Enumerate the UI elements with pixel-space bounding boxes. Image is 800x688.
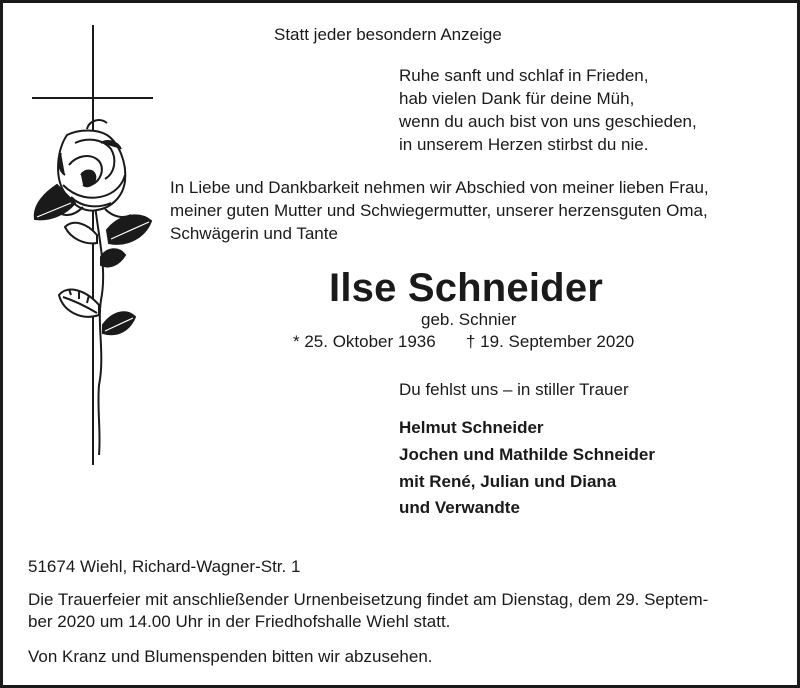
mourner: Helmut Schneider (399, 418, 544, 437)
mourner: mit René, Julian und Diana (399, 472, 617, 491)
mourning-line: Du fehlst uns – in stiller Trauer (399, 380, 629, 399)
mourner: Jochen und Mathilde Schneider (399, 445, 655, 464)
cross-rose-emblem (27, 25, 162, 465)
service-line: ber 2020 um 14.00 Uhr in der Friedhofshalle Wiehl statt. (28, 612, 451, 631)
poem-line: Ruhe sanft und schlaf in Frieden, (399, 66, 649, 85)
mourner: und Verwandte (399, 498, 520, 517)
intro-line: Schwägerin und Tante (170, 224, 338, 243)
birth-date: * 25. Oktober 1936 (293, 332, 436, 351)
poem-line: hab vielen Dank für deine Müh, (399, 89, 635, 108)
birth-name: geb. Schnier (421, 310, 517, 329)
cross-icon (32, 25, 153, 465)
notice-heading: Statt jeder besondern Anzeige (274, 25, 502, 44)
intro-line: In Liebe und Dankbarkeit nehmen wir Abschied von meiner lieben Frau, (170, 178, 709, 197)
poem-line: in unserem Herzen stirbst du nie. (399, 135, 649, 154)
service-line: Die Trauerfeier mit anschließender Urnenbeisetzung findet am Dienstag, dem 29. Septem- (28, 590, 709, 609)
intro-line: meiner guten Mutter und Schwiegermutter, unserer herzensguten Oma, (170, 201, 708, 220)
address: 51674 Wiehl, Richard-Wagner-Str. 1 (28, 557, 301, 576)
death-date: † 19. September 2020 (466, 332, 635, 351)
deceased-name: Ilse Schneider (329, 266, 604, 310)
closing-note: Von Kranz und Blumenspenden bitten wir abzusehen. (28, 647, 433, 666)
poem-line: wenn du auch bist von uns geschieden, (399, 112, 697, 131)
